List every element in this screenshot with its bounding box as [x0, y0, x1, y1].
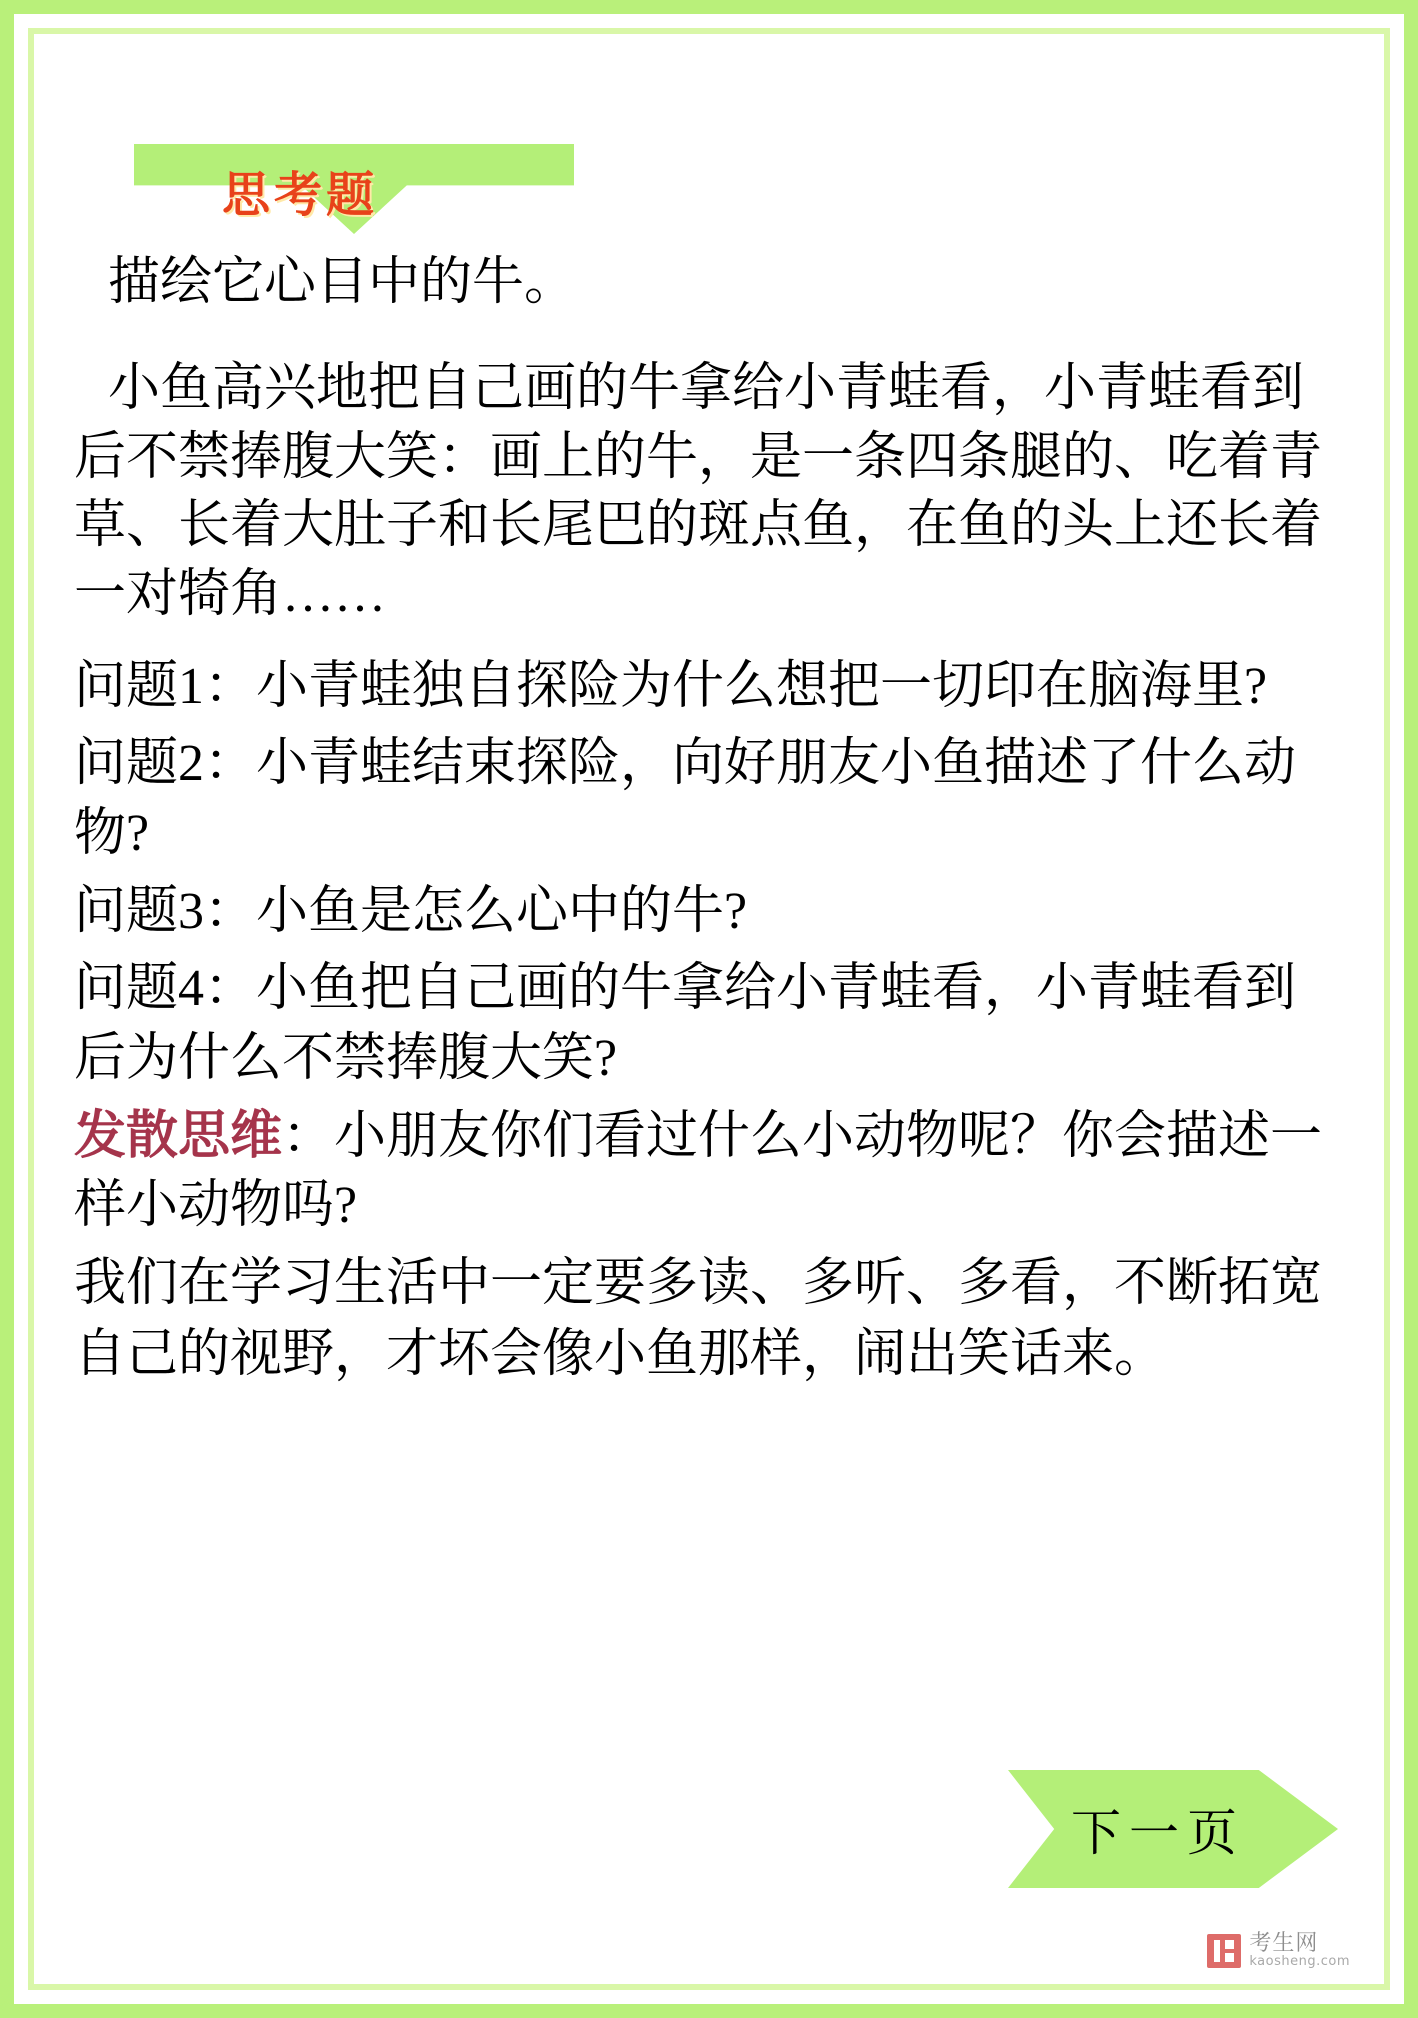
question-4: 问题4：小鱼把自己画的牛拿给小青蛙看，小青蛙看到后为什么不禁捧腹大笑?: [74, 960, 1297, 1087]
watermark-title: 考生网: [1249, 1931, 1319, 1956]
divergent-thinking-label: 发散思维: [74, 1107, 283, 1165]
watermark-text: [1249, 1933, 1350, 1968]
next-page-label: 下一页: [1071, 1805, 1245, 1861]
question-2: 问题2：小青蛙结束探险，向好朋友小鱼描述了什么动物?: [74, 735, 1297, 862]
intro-line: 描绘它心目中的牛。: [108, 254, 577, 311]
closing-paragraph: 我们在学习生活中一定要多读、多听、多看，不断拓宽自己的视野，才坏会像小鱼那样，闹出笑话来。: [74, 1254, 1323, 1383]
watermark: [1207, 1933, 1350, 1968]
question-1: 问题1：小青蛙独自探险为什么想把一切印在脑海里?: [74, 657, 1268, 715]
watermark-logo-icon: [1207, 1934, 1241, 1968]
story-paragraph: 小鱼高兴地把自己画的牛拿给小青蛙看，小青蛙看到后不禁捧腹大笑：画上的牛，是一条四条腿的、吃着青草、长着大肚子和长尾巴的斑点鱼，在鱼的头上还长着一对犄角……: [74, 360, 1323, 623]
question-3: 问题3：小鱼是怎么心中的牛?: [74, 882, 748, 940]
banner-title: 思考题: [222, 167, 379, 223]
next-page-button[interactable]: [1008, 1770, 1338, 1888]
divergent-thinking-line: [74, 1102, 1344, 1241]
watermark-subtitle: kaosheng.com: [1249, 1954, 1350, 1969]
section-banner: [134, 144, 574, 240]
divergent-thinking-text: ：小朋友你们看过什么小动物呢？你会描述一样小动物吗?: [74, 1107, 1323, 1235]
page-inner-border: [28, 28, 1390, 1990]
page-content: [74, 144, 1344, 1944]
